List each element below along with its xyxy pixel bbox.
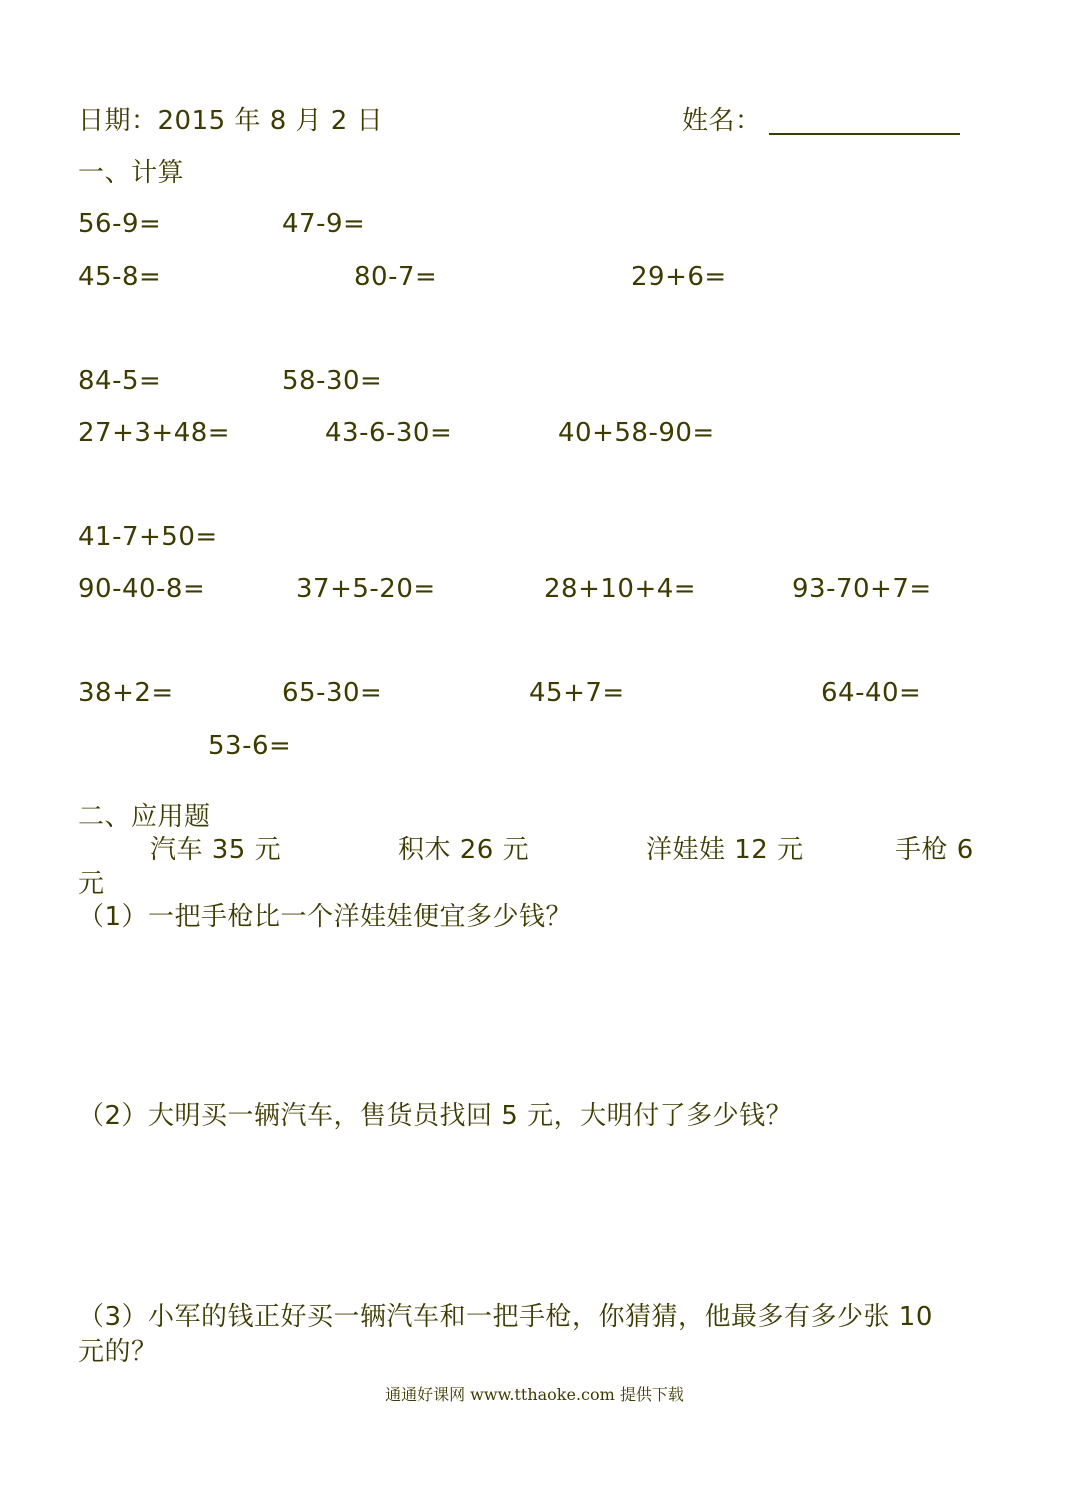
problem: 43-6-30= [325,418,453,448]
item-gun-price: 手枪 6 [895,835,974,865]
problem: 47-9= [282,209,366,239]
problem: 90-40-8= [78,574,206,604]
problem: 53-6= [208,731,292,761]
problem: 40+58-90= [558,418,715,448]
problem: 38+2= [78,678,174,708]
name-blank-line[interactable] [769,133,960,135]
question-2: （2）大明买一辆汽车，售货员找回 5 元，大明付了多少钱？ [78,1101,793,1131]
problem: 45+7= [529,678,625,708]
section-application-title: 二、应用题 [78,802,211,832]
problem: 29+6= [631,262,727,292]
date-label: 日期：2015 年 8 月 2 日 [78,106,384,136]
footer-source: 通通好课网 www.tthaoke.com 提供下载 [385,1385,684,1404]
question-3: （3）小军的钱正好买一辆汽车和一把手枪，你猜猜，他最多有多少张 10 [78,1302,933,1332]
question-1: （1）一把手枪比一个洋娃娃便宜多少钱？ [78,902,573,932]
name-label: 姓名： [682,106,762,136]
problem: 27+3+48= [78,418,231,448]
problem: 65-30= [282,678,383,708]
item-doll-price: 洋娃娃 12 元 [646,835,804,865]
problem: 45-8= [78,262,162,292]
problem: 37+5-20= [296,574,436,604]
item-car-price: 汽车 35 元 [150,835,282,865]
item-gun-unit: 元 [78,869,105,899]
problem: 93-70+7= [792,574,932,604]
problem: 41-7+50= [78,522,218,552]
problem: 58-30= [282,366,383,396]
problem: 28+10+4= [544,574,697,604]
problem: 56-9= [78,209,162,239]
problem: 84-5= [78,366,162,396]
problem: 64-40= [821,678,922,708]
problem: 80-7= [354,262,438,292]
section-calc-title: 一、计算 [78,158,185,188]
item-blocks-price: 积木 26 元 [398,835,530,865]
question-3-continued: 元的？ [78,1337,158,1367]
